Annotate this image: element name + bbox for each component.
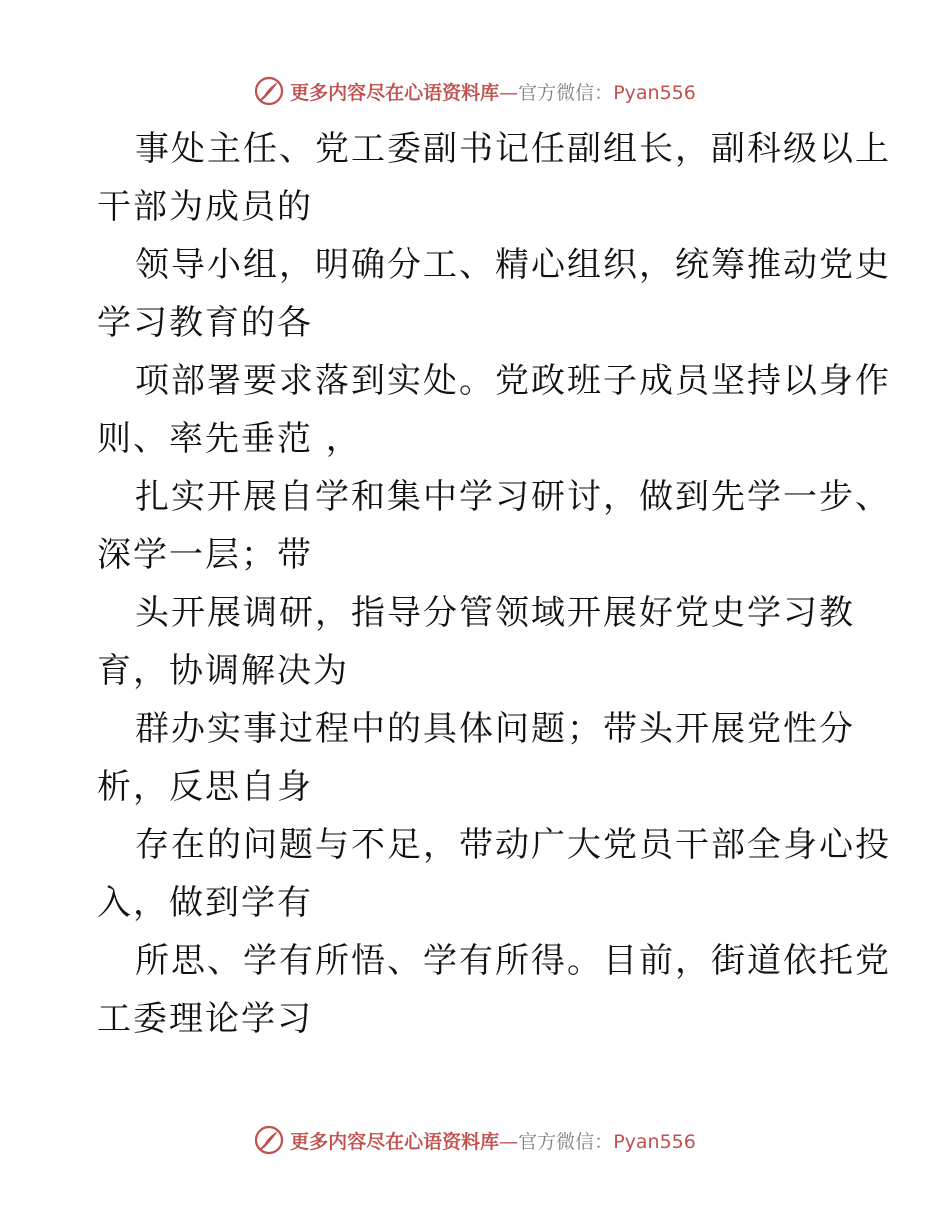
- body-line: 领导小组，明确分工、精心组织，统筹推动党史: [135, 245, 891, 285]
- footer-wechat-id: Pyan556: [613, 1130, 696, 1153]
- document-body: [97, 120, 891, 1048]
- body-line: 干部为成员的: [97, 187, 313, 227]
- body-line: 扎实开展自学和集中学习研讨，做到先学一步、: [135, 477, 891, 517]
- body-line: 群办实事过程中的具体问题；带头开展党性分: [135, 709, 855, 749]
- header-banner: [0, 71, 950, 111]
- body-line: 深学一层；带: [97, 535, 313, 575]
- header-text: [290, 78, 696, 105]
- body-line: 工委理论学习: [97, 999, 313, 1039]
- header-site-text: 更多内容尽在心语资料库: [290, 81, 500, 104]
- footer-dash: —: [499, 1130, 519, 1153]
- body-line: 项部署要求落到实处。党政班子成员坚持以身作: [135, 361, 891, 401]
- body-line: 头开展调研，指导分管领域开展好党史学习教: [135, 593, 855, 633]
- header-wechat-label: 官方微信：: [518, 81, 614, 104]
- body-line: 事处主任、党工委副书记任副组长，副科级以上: [135, 129, 891, 169]
- footer-text: [290, 1127, 696, 1154]
- footer-banner: [0, 1120, 950, 1160]
- footer-site-text: 更多内容尽在心语资料库: [290, 1130, 500, 1153]
- body-line: 育，协调解决为: [97, 651, 349, 691]
- body-line: 则、率先垂范 ，: [97, 419, 362, 459]
- footer-wechat-label: 官方微信：: [518, 1130, 614, 1153]
- body-line: 学习教育的各: [97, 303, 313, 343]
- body-line: 所思、学有所悟、学有所得。目前，街道依托党: [135, 941, 891, 981]
- body-line: 析，反思自身: [97, 767, 313, 807]
- feather-pen-logo-icon: [254, 1125, 284, 1155]
- header-wechat-id: Pyan556: [613, 81, 696, 104]
- header-dash: —: [499, 81, 519, 104]
- body-line: 存在的问题与不足，带动广大党员干部全身心投: [135, 825, 891, 865]
- body-line: 入，做到学有: [97, 883, 313, 923]
- feather-pen-logo-icon: [254, 76, 284, 106]
